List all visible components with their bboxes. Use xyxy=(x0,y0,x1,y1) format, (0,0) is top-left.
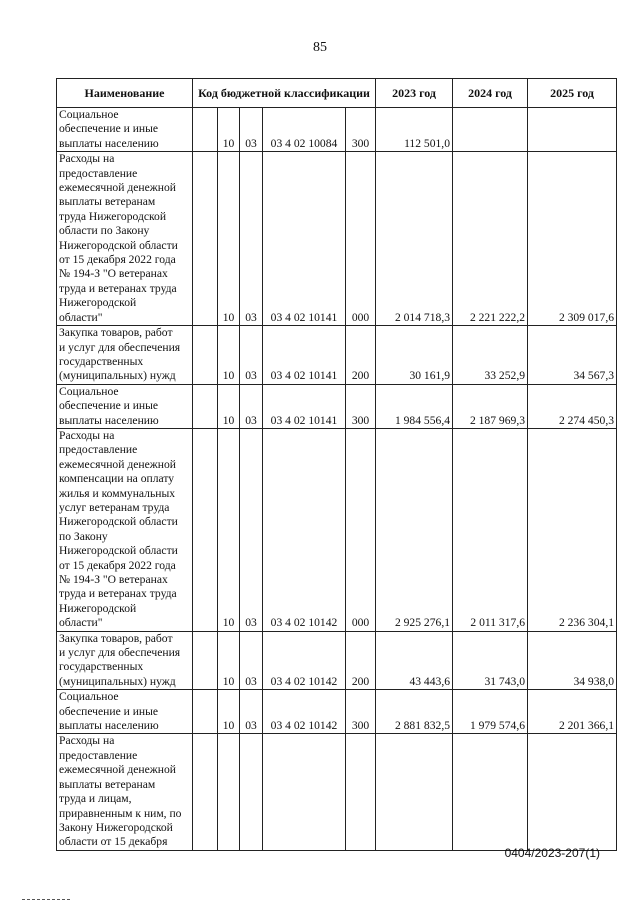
row-target-article: 03 4 02 10141 xyxy=(263,326,346,385)
row-target-article: 03 4 02 10141 xyxy=(263,152,346,326)
row-2024 xyxy=(453,108,528,152)
row-2023: 30 161,9 xyxy=(376,326,453,385)
row-2025: 2 236 304,1 xyxy=(528,428,617,631)
row-subsection: 03 xyxy=(240,690,263,734)
header-2025: 2025 год xyxy=(528,79,617,108)
header-code: Код бюджетной классификации xyxy=(193,79,376,108)
header-2024: 2024 год xyxy=(453,79,528,108)
row-2023: 2 881 832,5 xyxy=(376,690,453,734)
row-target-article: 03 4 02 10142 xyxy=(263,428,346,631)
row-subsection: 03 xyxy=(240,428,263,631)
row-expense-type: 300 xyxy=(346,108,376,152)
row-section: 10 xyxy=(218,152,240,326)
row-2025: 34 567,3 xyxy=(528,326,617,385)
row-expense-type: 300 xyxy=(346,690,376,734)
row-2023: 2 925 276,1 xyxy=(376,428,453,631)
row-2024: 2 221 222,2 xyxy=(453,152,528,326)
row-2024: 1 979 574,6 xyxy=(453,690,528,734)
row-2025 xyxy=(528,108,617,152)
row-name: Расходы на предоставление ежемесячной денежной выплаты ветеранам труда Нижегородской области по Закону Нижегородской области от 15 декабря 2022 года № 194-З "О ветеранах труда и ветеранах труда Нижегородской области" xyxy=(57,152,193,326)
row-2025: 34 938,0 xyxy=(528,631,617,690)
table-header-row xyxy=(57,79,617,108)
row-2025: 2 274 450,3 xyxy=(528,384,617,428)
row-2023 xyxy=(376,734,453,850)
table-row xyxy=(57,734,617,850)
row-2024: 31 743,0 xyxy=(453,631,528,690)
row-blank-cell xyxy=(193,690,218,734)
table-row xyxy=(57,690,617,734)
row-2024: 2 187 969,3 xyxy=(453,384,528,428)
row-blank-cell xyxy=(193,384,218,428)
row-blank-cell xyxy=(193,734,218,850)
row-blank-cell xyxy=(193,152,218,326)
row-subsection: 03 xyxy=(240,384,263,428)
row-subsection: 03 xyxy=(240,152,263,326)
footer-divider xyxy=(22,899,70,900)
row-name: Закупка товаров, работ и услуг для обеспечения государственных (муниципальных) нужд xyxy=(57,326,193,385)
row-target-article: 03 4 02 10084 xyxy=(263,108,346,152)
table-row xyxy=(57,428,617,631)
row-2025 xyxy=(528,734,617,850)
header-name: Наименование xyxy=(57,79,193,108)
row-2023: 43 443,6 xyxy=(376,631,453,690)
row-expense-type: 200 xyxy=(346,631,376,690)
table-row xyxy=(57,152,617,326)
row-subsection xyxy=(240,734,263,850)
table-row xyxy=(57,631,617,690)
document-code: 0404/2023-207(1) xyxy=(504,846,600,860)
row-subsection: 03 xyxy=(240,631,263,690)
budget-table xyxy=(56,78,617,851)
header-2023: 2023 год xyxy=(376,79,453,108)
row-name: Расходы на предоставление ежемесячной денежной компенсации на оплату жилья и коммунальных услуг ветеранам труда Нижегородской области по Закону Нижегородской области от 15 декабря 2022 года № 194-З "О ветеранах труда и ветеранах труда Нижегородской области" xyxy=(57,428,193,631)
row-section: 10 xyxy=(218,631,240,690)
row-subsection: 03 xyxy=(240,326,263,385)
table-row xyxy=(57,108,617,152)
row-target-article: 03 4 02 10142 xyxy=(263,690,346,734)
row-2023: 2 014 718,3 xyxy=(376,152,453,326)
row-target-article xyxy=(263,734,346,850)
row-2023: 112 501,0 xyxy=(376,108,453,152)
row-2023: 1 984 556,4 xyxy=(376,384,453,428)
row-2025: 2 201 366,1 xyxy=(528,690,617,734)
row-section: 10 xyxy=(218,690,240,734)
row-section: 10 xyxy=(218,326,240,385)
row-name: Расходы на предоставление ежемесячной денежной выплаты ветеранам труда и лицам, приравненным к ним, по Закону Нижегородской области от 15 декабря xyxy=(57,734,193,850)
row-blank-cell xyxy=(193,631,218,690)
row-name: Социальное обеспечение и иные выплаты населению xyxy=(57,384,193,428)
row-target-article: 03 4 02 10141 xyxy=(263,384,346,428)
row-section: 10 xyxy=(218,384,240,428)
row-blank-cell xyxy=(193,428,218,631)
row-section: 10 xyxy=(218,108,240,152)
row-expense-type: 200 xyxy=(346,326,376,385)
row-blank-cell xyxy=(193,108,218,152)
row-expense-type xyxy=(346,734,376,850)
row-name: Социальное обеспечение и иные выплаты населению xyxy=(57,108,193,152)
row-section: 10 xyxy=(218,428,240,631)
row-2025: 2 309 017,6 xyxy=(528,152,617,326)
page-number: 85 xyxy=(313,40,327,55)
row-2024: 2 011 317,6 xyxy=(453,428,528,631)
row-blank-cell xyxy=(193,326,218,385)
row-2024: 33 252,9 xyxy=(453,326,528,385)
row-2024 xyxy=(453,734,528,850)
table-row xyxy=(57,326,617,385)
row-name: Социальное обеспечение и иные выплаты населению xyxy=(57,690,193,734)
table-row xyxy=(57,384,617,428)
row-subsection: 03 xyxy=(240,108,263,152)
row-expense-type: 300 xyxy=(346,384,376,428)
row-expense-type: 000 xyxy=(346,428,376,631)
row-expense-type: 000 xyxy=(346,152,376,326)
row-section xyxy=(218,734,240,850)
row-target-article: 03 4 02 10142 xyxy=(263,631,346,690)
row-name: Закупка товаров, работ и услуг для обеспечения государственных (муниципальных) нужд xyxy=(57,631,193,690)
